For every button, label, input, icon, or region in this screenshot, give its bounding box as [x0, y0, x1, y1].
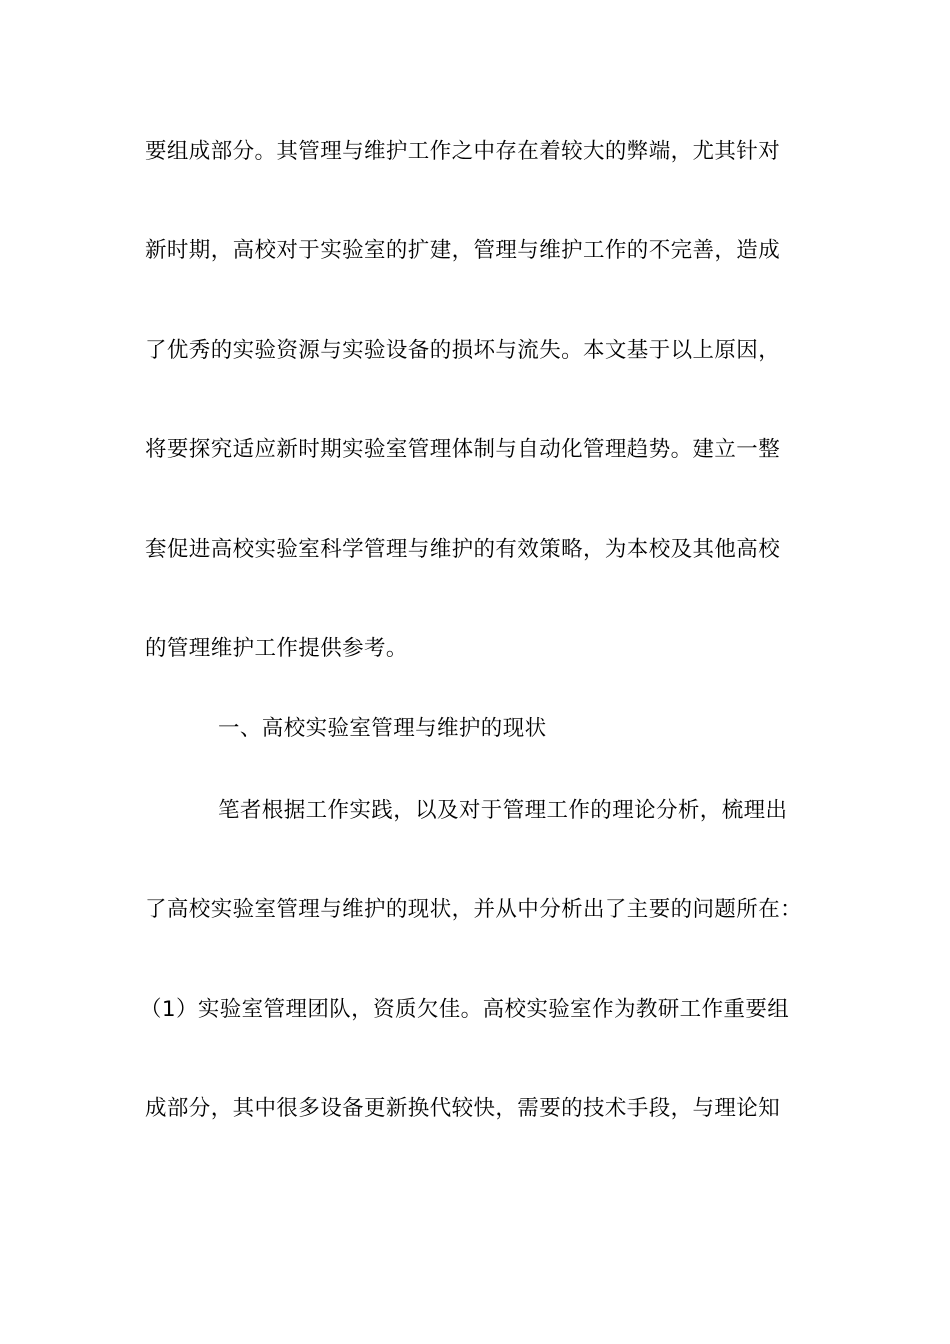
paragraph-line: 了高校实验室管理与维护的现状，并从中分析出了主要的问题所在：: [145, 897, 803, 922]
paragraph-line: 套促进高校实验室科学管理与维护的有效策略，为本校及其他高校: [145, 537, 781, 562]
paragraph-line: 成部分，其中很多设备更新换代较快，需要的技术手段，与理论知: [145, 1096, 781, 1121]
paragraph-line: 的管理维护工作提供参考。: [145, 636, 408, 661]
paragraph-line: 将要探究适应新时期实验室管理体制与自动化管理趋势。建立一整: [145, 437, 781, 462]
paragraph-line: 笔者根据工作实践，以及对于管理工作的理论分析，梳理出: [218, 798, 788, 823]
paragraph-line: 了优秀的实验资源与实验设备的损坏与流失。本文基于以上原因，: [145, 338, 781, 363]
list-item-line: （1）实验室管理团队，资质欠佳。高校实验室作为教研工作重要组: [140, 997, 790, 1022]
paragraph-line: 新时期，高校对于实验室的扩建，管理与维护工作的不完善，造成: [145, 238, 781, 263]
paragraph-line: 要组成部分。其管理与维护工作之中存在着较大的弊端，尤其针对: [145, 139, 781, 164]
section-heading: 一、高校实验室管理与维护的现状: [218, 716, 547, 741]
